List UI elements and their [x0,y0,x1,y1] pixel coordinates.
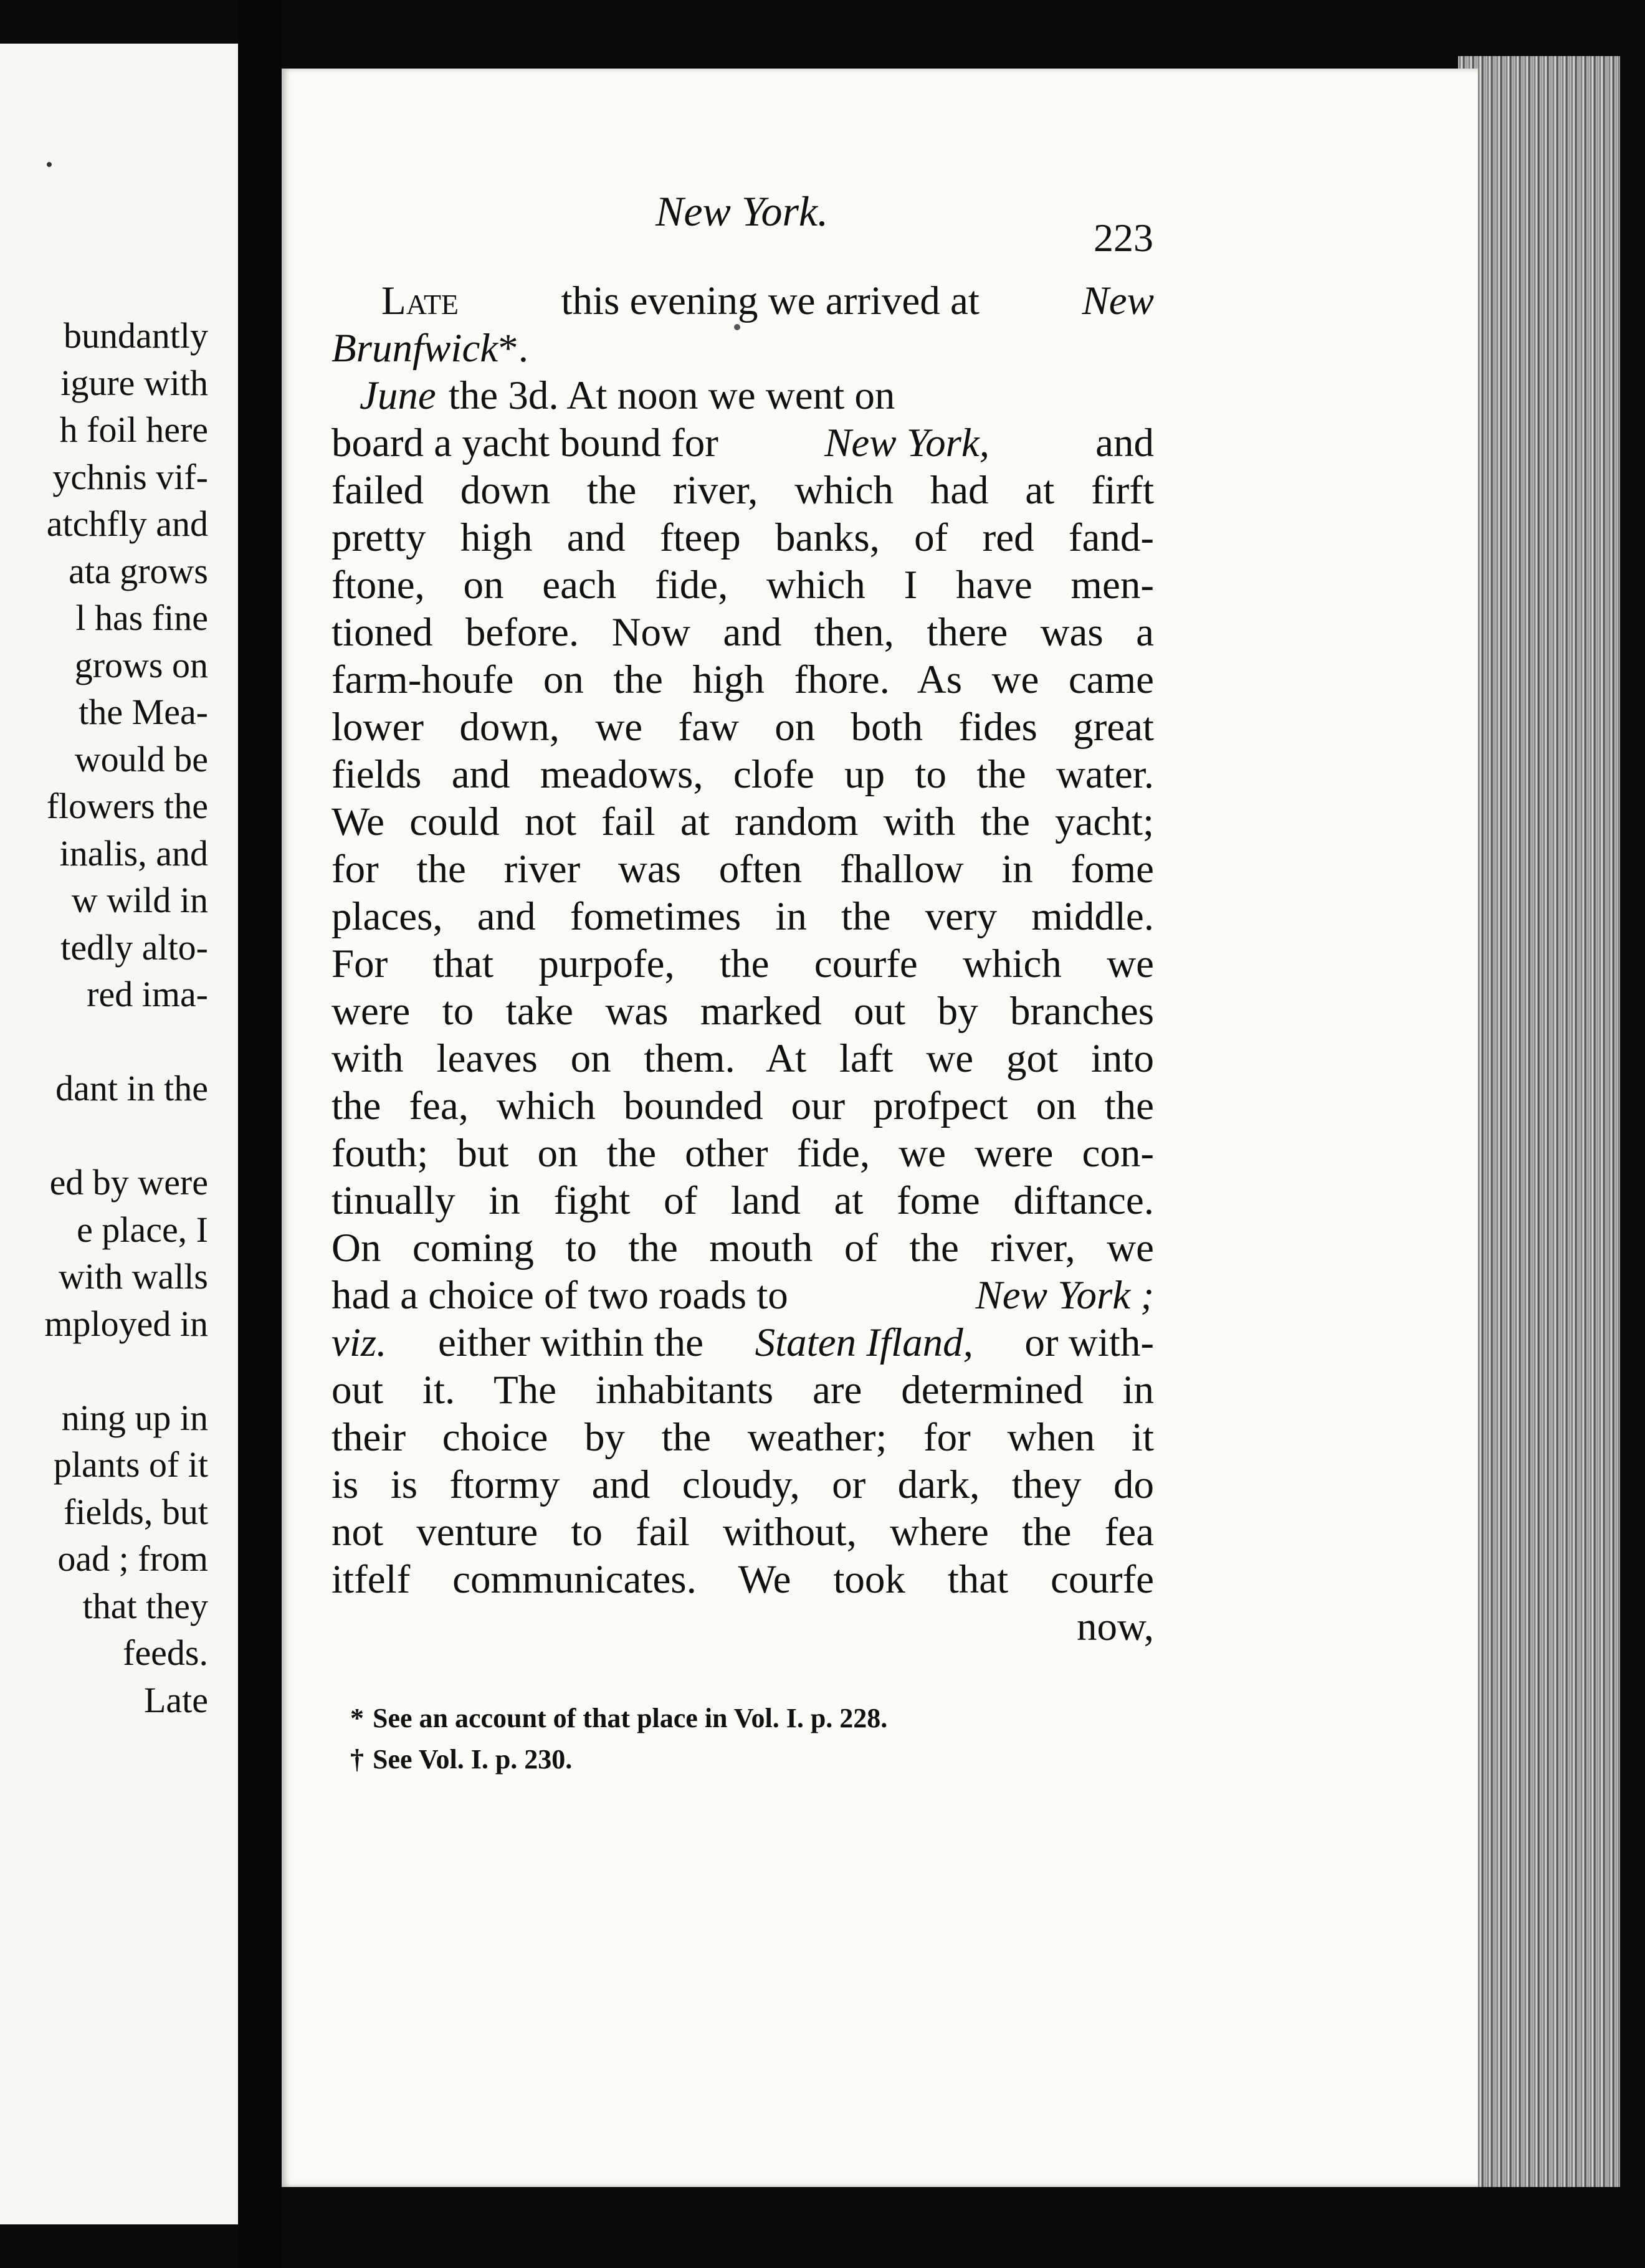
footnote-mark: † [350,1744,364,1775]
left-page-line: grows on [74,644,208,685]
left-page-line: with walls [58,1256,208,1297]
text-span-italic: New York, [824,421,989,465]
footnote-text: See Vol. I. p. 230. [373,1744,573,1775]
left-page-line: e place, I [77,1209,208,1250]
book-gutter [238,0,282,2268]
text-span: fields and meadows, clofe up to the water. [331,752,1154,797]
text-line [331,372,1154,419]
text-line [331,1082,1154,1130]
text-line [331,325,1154,372]
left-page-line: atchfly and [46,503,208,544]
catchword-text: now, [1077,1604,1154,1649]
footnotes [350,1698,887,1780]
left-page-line: ata grows [69,550,208,591]
left-page-line: dant in the [55,1068,208,1108]
left-page-line: tedly alto- [60,927,208,968]
left-page-line: bundantly [64,315,208,356]
left-page-line: Late [143,1679,208,1720]
text-span: pretty high and fteep banks, of red fand- [331,515,1154,560]
text-span: itfelf communicates. We took that courfe [331,1557,1154,1602]
text-span: ftone, on each fide, which I have men- [331,563,1154,608]
text-span: out it. The inhabitants are determined in [331,1368,1154,1413]
text-line [331,1319,1154,1366]
text-line [331,703,1154,751]
text-span: fouth; but on the other fide, we were con- [331,1131,1154,1176]
left-page-line: fields, but [64,1491,208,1532]
text-span-italic: Brunfwick [331,326,498,371]
left-page-line: l has fine [75,598,208,638]
right-page [282,69,1478,2187]
footnote-mark: * [350,1703,364,1733]
text-span-italic: New [1082,279,1154,323]
ink-speck [47,162,52,167]
text-span: the fea, which bounded our profpect on the [331,1084,1154,1128]
text-line [331,798,1154,846]
text-span-italic: viz. [331,1320,387,1365]
left-page [0,44,238,2224]
text-span-italic: New York ; [975,1273,1154,1318]
text-line [331,1035,1154,1082]
text-span: failed down the river, which had at firft [331,468,1154,513]
text-line [331,277,1154,325]
left-page-line: mployed in [44,1303,208,1344]
left-page-line: ychnis vif- [52,456,208,497]
text-span: lower down, we faw on both fides great [331,705,1154,750]
text-line [331,1508,1154,1556]
footnote [350,1698,887,1739]
text-line [331,988,1154,1035]
text-span: either within the [438,1320,704,1365]
text-line [331,751,1154,798]
text-line [331,1224,1154,1272]
text-line [331,1414,1154,1461]
running-header: New York. [656,188,829,235]
footnote [350,1739,887,1780]
page-number: 223 [1094,216,1153,260]
text-block [331,467,1154,1272]
text-span: is is ftormy and cloudy, or dark, they do [331,1462,1154,1507]
text-line [331,561,1154,609]
text-span: the 3d. At noon we went on [448,373,895,418]
left-page-line: flowers the [46,786,208,826]
page-edges [1458,56,1620,2187]
left-page-line: the Mea- [79,692,208,732]
text-span: tinually in fight of land at fome diftance. [331,1178,1154,1223]
text-span: or with- [1024,1320,1154,1365]
text-line [331,940,1154,988]
text-line [331,846,1154,893]
text-block [331,1366,1154,1603]
text-span: tioned before. Now and then, there was a [331,610,1154,655]
text-line [331,419,1154,467]
left-page-line: igure with [60,362,208,403]
text-line [331,1366,1154,1414]
text-span: Late [381,279,459,323]
text-span: places, and fometimes in the very middle. [331,894,1154,939]
left-page-line: would be [74,738,208,779]
text-span: were to take was marked out by branches [331,989,1154,1034]
left-page-line: that they [82,1585,208,1626]
text-span: this evening we arrived at [561,279,980,323]
text-span: not venture to fail without, where the fea [331,1510,1154,1555]
text-line [331,893,1154,940]
text-span: On coming to the mouth of the river, we [331,1226,1154,1270]
left-page-line: w wild in [71,880,208,920]
footnote-text: See an account of that place in Vol. I. p. 228. [373,1703,888,1733]
left-page-line: feeds. [123,1632,208,1673]
text-span: with leaves on them. At laft we got into [331,1036,1154,1081]
text-line [331,656,1154,703]
text-span-italic: Staten Ifland, [755,1320,973,1365]
text-line [331,1177,1154,1224]
text-line [331,1461,1154,1508]
text-line [331,1556,1154,1603]
text-span: had a choice of two roads to [331,1273,788,1318]
text-line [331,609,1154,656]
text-span-italic: June [360,373,436,418]
left-page-line: h foil here [59,409,208,450]
text-line [331,1272,1154,1319]
left-page-line: red ima- [87,974,208,1014]
text-span: board a yacht bound for [331,421,718,465]
text-span: For that purpofe, the courfe which we [331,941,1154,986]
left-page-line: inalis, and [59,832,208,874]
text-line [331,467,1154,514]
text-line [331,514,1154,561]
text-span: farm-houfe on the high fhore. As we came [331,657,1154,702]
left-page-line: ning up in [61,1397,208,1438]
catchword [331,1603,1154,1651]
text-span: and [1095,421,1154,465]
text-span: for the river was often fhallow in fome [331,847,1154,892]
left-page-line: plants of it [53,1444,208,1485]
text-span: We could not fail at random with the yacht; [331,799,1154,844]
left-page-line: oad ; from [57,1538,208,1579]
body-text [331,277,1154,1651]
left-page-line: ed by were [49,1162,208,1203]
text-span: their choice by the weather; for when it [331,1415,1154,1460]
text-span: *. [498,326,528,371]
text-line [331,1130,1154,1177]
